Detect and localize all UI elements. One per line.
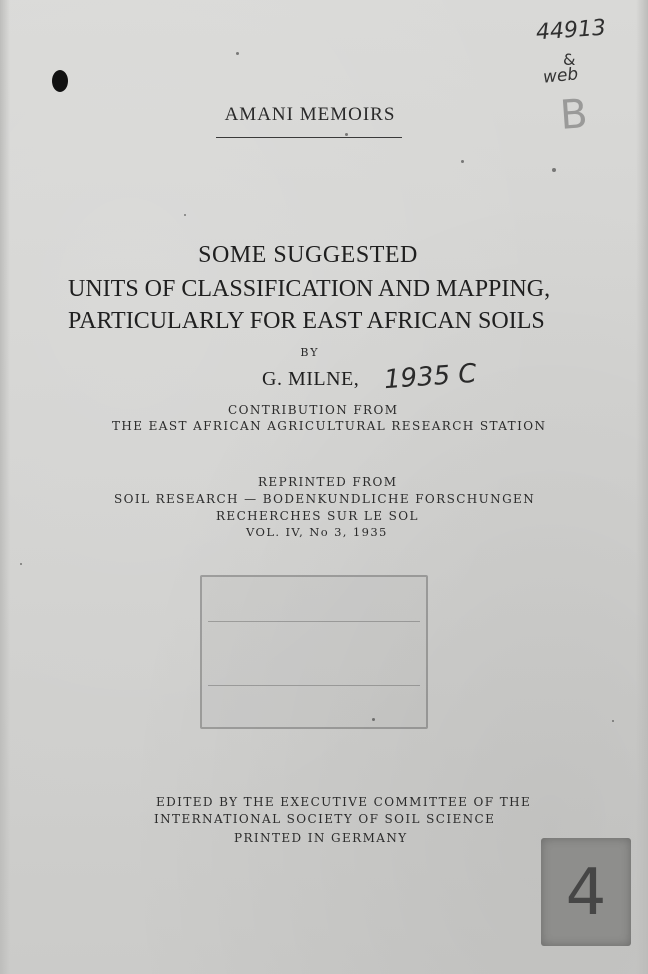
stamp-rule [208, 685, 420, 686]
paper-speck [552, 168, 556, 172]
label-number: 4 [565, 856, 607, 930]
volume-info: VOL. IV, No 3, 1935 [246, 525, 388, 539]
handwritten-shelf-mark: B [558, 91, 590, 139]
stamp-rule [208, 621, 420, 622]
title-line-2: UNITS OF CLASSIFICATION AND MAPPING, [68, 276, 551, 302]
handwritten-web-note: web [542, 64, 580, 88]
shelf-label-sticker [541, 838, 631, 946]
series-underline [216, 137, 402, 138]
journal-title-french: RECHERCHES SUR LE SOL [216, 509, 419, 523]
series-title: AMANI MEMOIRS [224, 104, 396, 125]
paper-speck [612, 720, 614, 722]
paper-speck [20, 563, 22, 565]
by-label: BY [300, 346, 320, 359]
paper-speck [345, 133, 348, 136]
printed-in-line: PRINTED IN GERMANY [234, 831, 408, 845]
society-line: INTERNATIONAL SOCIETY OF SOIL SCIENCE [154, 812, 496, 826]
reprinted-from-label: REPRINTED FROM [258, 475, 398, 489]
punch-hole [52, 70, 68, 92]
title-line-3: PARTICULARLY FOR EAST AFRICAN SOILS [68, 308, 545, 334]
research-station: THE EAST AFRICAN AGRICULTURAL RESEARCH STATION [112, 419, 547, 433]
editors-line: EDITED BY THE EXECUTIVE COMMITTEE OF THE [156, 795, 532, 809]
page-edge-shadow-left [0, 0, 10, 974]
handwritten-catalog-number: 44913 [535, 15, 607, 46]
library-stamp [200, 575, 428, 729]
handwritten-ampersand: & [563, 50, 576, 69]
paper-speck [461, 160, 464, 163]
paper-speck [236, 52, 239, 55]
title-line-1: SOME SUGGESTED [198, 242, 418, 268]
author-name: G. MILNE, [262, 368, 360, 390]
handwritten-date: 1935 C [383, 358, 478, 396]
contribution-label: CONTRIBUTION FROM [228, 403, 399, 417]
paper-speck [184, 214, 186, 216]
page-edge-shadow-right [636, 0, 648, 974]
paper-speck [372, 718, 375, 721]
journal-title: SOIL RESEARCH — BODENKUNDLICHE FORSCHUNGEN [114, 492, 536, 506]
